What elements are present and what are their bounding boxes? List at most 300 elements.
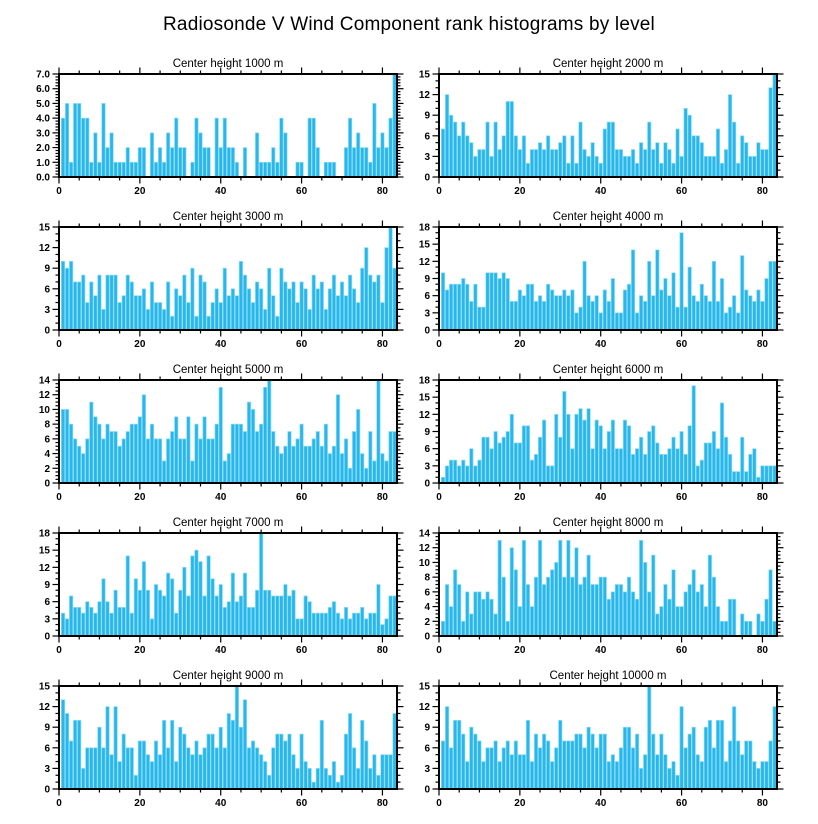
bar	[259, 533, 262, 636]
y-tick-label: 0	[424, 478, 430, 490]
bar	[700, 460, 703, 483]
y-tick-label: 1.0	[36, 157, 50, 169]
bar	[134, 775, 137, 789]
bar	[478, 460, 481, 483]
bar	[175, 762, 178, 789]
bar	[259, 424, 262, 483]
bar	[138, 741, 141, 789]
bar	[506, 279, 509, 331]
bar	[652, 734, 655, 789]
bar	[753, 156, 756, 177]
bar	[724, 762, 727, 789]
y-tick-label: 2	[44, 463, 50, 475]
bar	[474, 592, 477, 636]
bar	[749, 621, 752, 636]
subplot-title: Center height 6000 m	[552, 364, 664, 376]
histogram-bars	[61, 686, 396, 789]
bar	[643, 454, 646, 483]
bar	[741, 437, 744, 483]
bar	[199, 562, 202, 636]
bar	[393, 713, 396, 789]
y-tick-label: 4.0	[36, 113, 50, 125]
bar	[154, 162, 157, 177]
bar	[247, 402, 250, 483]
bar	[635, 163, 638, 177]
bar	[672, 762, 675, 789]
bar	[627, 727, 630, 789]
bar	[195, 118, 198, 177]
bar	[680, 707, 683, 789]
bar	[304, 446, 307, 483]
bar	[441, 273, 444, 330]
bar	[542, 734, 545, 789]
bar	[502, 273, 505, 330]
bar	[579, 734, 582, 789]
bar	[684, 748, 687, 789]
bar	[381, 133, 384, 177]
bar	[316, 613, 319, 636]
bar	[583, 577, 586, 636]
bar	[73, 607, 76, 636]
bar	[361, 607, 364, 636]
bar	[304, 762, 307, 789]
bar	[631, 748, 634, 789]
x-tick-label: 80	[756, 645, 769, 656]
bar	[490, 156, 493, 177]
bar	[575, 734, 578, 789]
bar	[538, 296, 541, 330]
x-tick-label: 40	[215, 186, 227, 197]
bar	[142, 562, 145, 636]
bar	[603, 577, 606, 636]
bar	[720, 621, 723, 636]
bar	[73, 282, 76, 330]
bar	[470, 301, 473, 330]
bar	[219, 303, 222, 330]
bar	[175, 613, 178, 636]
y-tick-label: 9	[424, 427, 430, 438]
x-tick-label: 20	[134, 798, 146, 809]
bar	[684, 454, 687, 483]
bar	[724, 313, 727, 330]
bar	[324, 424, 327, 483]
bar	[466, 136, 469, 177]
bar	[623, 727, 626, 789]
bar	[599, 313, 602, 330]
x-tick-label: 80	[376, 339, 389, 350]
x-tick-label: 40	[595, 645, 607, 656]
bar	[110, 755, 113, 789]
y-tick-label: 0	[44, 325, 50, 337]
bar	[263, 162, 266, 177]
bar	[510, 414, 513, 483]
bar	[761, 301, 764, 330]
bar	[607, 122, 610, 177]
x-tick-label: 40	[215, 798, 227, 809]
bar	[660, 734, 663, 789]
histogram-bars	[441, 74, 776, 177]
bar	[530, 607, 533, 636]
bar	[700, 284, 703, 330]
bar	[191, 162, 194, 177]
bar	[591, 585, 594, 637]
bar	[514, 136, 517, 177]
bar	[150, 133, 153, 177]
bar	[296, 768, 299, 789]
bar	[288, 289, 291, 330]
bar	[741, 614, 744, 636]
bar	[344, 607, 347, 636]
bar	[191, 461, 194, 483]
bar	[745, 143, 748, 177]
y-tick-label: 0	[424, 631, 430, 643]
bar	[361, 148, 364, 177]
bar	[571, 741, 574, 789]
subplot-title: Center height 8000 m	[552, 517, 664, 529]
bar	[110, 432, 113, 484]
x-tick-label: 20	[514, 645, 526, 656]
bar	[611, 279, 614, 331]
bar	[170, 579, 173, 636]
bar	[106, 424, 109, 483]
bar	[65, 268, 68, 330]
bar	[183, 275, 186, 330]
bar	[332, 602, 335, 636]
bar	[656, 443, 659, 483]
x-tick-label: 40	[595, 339, 607, 350]
y-tick-label: 9	[424, 722, 430, 734]
bar	[215, 118, 218, 177]
subplot-center-height-4000m	[409, 206, 818, 359]
bar	[255, 432, 258, 484]
bar	[522, 755, 525, 789]
bar	[591, 734, 594, 789]
bar	[510, 755, 513, 789]
bar	[211, 439, 214, 483]
bar	[449, 284, 452, 330]
bar	[482, 307, 485, 330]
bar	[680, 156, 683, 177]
x-tick-label: 20	[514, 492, 526, 503]
bar	[263, 387, 266, 483]
bar	[563, 290, 566, 330]
bar	[635, 599, 638, 636]
bar	[94, 417, 97, 483]
bar	[732, 122, 735, 177]
bar	[607, 599, 610, 636]
bar	[490, 449, 493, 483]
bar	[284, 741, 287, 789]
bar	[648, 261, 651, 330]
bar	[86, 748, 89, 789]
y-tick-label: 2.0	[36, 143, 50, 155]
subplot-center-height-7000m	[0, 512, 409, 665]
bar	[639, 143, 642, 177]
bar	[676, 775, 679, 789]
bar	[356, 133, 359, 177]
bar	[672, 273, 675, 330]
bar	[292, 590, 295, 636]
bar	[591, 143, 594, 177]
bar	[441, 741, 444, 789]
histogram-bars	[441, 233, 776, 330]
bar	[312, 613, 315, 636]
x-tick-label: 40	[215, 339, 227, 350]
y-tick-label: 15	[38, 222, 50, 234]
bar	[631, 250, 634, 330]
bar	[546, 466, 549, 483]
bar	[98, 727, 101, 789]
bar	[684, 592, 687, 636]
bar	[312, 782, 315, 789]
bar	[749, 156, 752, 177]
bar	[724, 437, 727, 483]
bar	[757, 143, 760, 177]
x-tick-label: 80	[756, 798, 769, 809]
bar	[280, 596, 283, 636]
bar	[470, 143, 473, 177]
subplot-center-height-1000m	[0, 53, 409, 206]
bar	[332, 762, 335, 789]
bar	[263, 762, 266, 789]
bar	[369, 768, 372, 789]
bar	[753, 449, 756, 483]
bar	[506, 101, 509, 177]
subplot-center-height-5000m	[0, 359, 409, 512]
bar	[243, 573, 246, 636]
bar	[170, 148, 173, 177]
bar	[166, 748, 169, 789]
bar	[559, 720, 562, 789]
bar	[441, 129, 444, 177]
bar	[373, 282, 376, 330]
y-tick-label: 3	[424, 763, 430, 775]
bar	[631, 592, 634, 636]
bar	[769, 741, 772, 789]
bar	[466, 592, 469, 636]
bar	[227, 296, 230, 330]
y-tick-label: 9	[424, 110, 430, 122]
bar	[753, 301, 756, 330]
y-tick-label: 12	[38, 243, 50, 255]
bar	[158, 148, 161, 177]
bar	[615, 449, 618, 483]
bar	[272, 148, 275, 177]
bar	[635, 734, 638, 789]
bar	[356, 613, 359, 636]
bar	[284, 133, 287, 177]
bar	[773, 74, 776, 177]
bar	[263, 590, 266, 636]
bar	[381, 303, 384, 330]
subplot-title: Center height 4000 m	[552, 211, 664, 223]
bar	[215, 748, 218, 789]
bar	[498, 150, 501, 177]
y-tick-label: 6	[44, 743, 50, 755]
bar	[559, 437, 562, 483]
bar	[356, 409, 359, 483]
bar	[692, 296, 695, 330]
bar	[550, 466, 553, 483]
bar	[332, 275, 335, 330]
bar	[563, 136, 566, 177]
y-tick-label: 4	[44, 449, 50, 461]
bar	[352, 289, 355, 330]
bar	[773, 261, 776, 330]
bar	[118, 303, 121, 330]
bar	[494, 122, 497, 177]
bar	[110, 613, 113, 636]
bar	[595, 420, 598, 483]
bar	[235, 424, 238, 483]
bar	[122, 162, 125, 177]
bar	[389, 432, 392, 484]
bar	[251, 607, 254, 636]
y-tick-label: 2	[424, 616, 430, 628]
bar	[179, 727, 182, 789]
bar	[389, 118, 392, 177]
bar	[704, 727, 707, 789]
x-tick-label: 60	[296, 339, 308, 350]
bar	[716, 301, 719, 330]
bar	[453, 460, 456, 483]
y-tick-label: 12	[38, 390, 50, 402]
bar	[761, 466, 764, 483]
subplot-title: Center height 1000 m	[172, 58, 284, 70]
bar	[466, 762, 469, 789]
bar	[207, 556, 210, 636]
bar	[340, 775, 343, 789]
bar	[490, 748, 493, 789]
bar	[692, 727, 695, 789]
bar	[692, 386, 695, 483]
bar	[94, 613, 97, 636]
bar	[280, 118, 283, 177]
bar	[231, 148, 234, 177]
bar	[550, 762, 553, 789]
bar	[466, 466, 469, 483]
y-tick-label: 3.0	[36, 128, 50, 140]
bar	[344, 734, 347, 789]
bar	[680, 607, 683, 636]
bar	[704, 296, 707, 330]
bar	[660, 454, 663, 483]
bar	[486, 437, 489, 483]
bar	[672, 570, 675, 636]
bar	[668, 599, 671, 636]
bar	[664, 143, 667, 177]
x-tick-label: 20	[134, 339, 146, 350]
bar	[555, 150, 558, 177]
bar	[656, 143, 659, 177]
bar	[599, 163, 602, 177]
bar	[688, 267, 691, 330]
y-tick-label: 0	[44, 631, 50, 643]
y-tick-label: 15	[38, 681, 50, 693]
bar	[583, 748, 586, 789]
bar	[607, 762, 610, 789]
bar	[474, 466, 477, 483]
bar	[158, 439, 161, 483]
bar	[288, 734, 291, 789]
bar	[369, 432, 372, 484]
bar	[648, 592, 651, 636]
y-tick-label: 14	[418, 528, 430, 540]
bar	[510, 101, 513, 177]
histogram-bars	[441, 686, 776, 789]
bar	[203, 748, 206, 789]
bar	[704, 443, 707, 483]
bar	[179, 296, 182, 330]
bar	[118, 162, 121, 177]
bar	[603, 290, 606, 330]
bar	[518, 290, 521, 330]
bar	[470, 614, 473, 636]
bar	[595, 748, 598, 789]
bar	[276, 734, 279, 789]
bar	[166, 133, 169, 177]
bar	[700, 762, 703, 789]
bar	[518, 150, 521, 177]
bar	[130, 613, 133, 636]
bar	[773, 621, 776, 636]
bar	[668, 296, 671, 330]
subplot-center-height-10000m	[409, 665, 818, 818]
bar	[522, 296, 525, 330]
bar	[385, 248, 388, 330]
bar	[288, 596, 291, 636]
y-tick-label: 10	[38, 404, 50, 416]
bar	[235, 296, 238, 330]
bar	[736, 163, 739, 177]
bar	[449, 607, 452, 636]
bar	[219, 585, 222, 637]
bar	[441, 621, 444, 636]
bar	[708, 156, 711, 177]
bar	[187, 417, 190, 483]
subplot-title: Center height 10000 m	[549, 670, 667, 682]
bar	[199, 439, 202, 483]
bar	[664, 755, 667, 789]
bar	[203, 596, 206, 636]
bar	[668, 449, 671, 483]
bar	[207, 148, 210, 177]
bar	[361, 454, 364, 483]
bar	[591, 301, 594, 330]
bar	[175, 118, 178, 177]
bar	[470, 727, 473, 789]
bar	[231, 424, 234, 483]
bar	[745, 290, 748, 330]
x-tick-label: 0	[56, 492, 62, 503]
bar	[623, 290, 626, 330]
subplot-center-height-2000m	[409, 53, 818, 206]
bar	[458, 720, 461, 789]
bar	[595, 585, 598, 637]
bar	[336, 782, 339, 789]
bar	[365, 619, 368, 636]
bar	[757, 614, 760, 636]
bar	[530, 150, 533, 177]
y-tick-label: 9	[44, 263, 50, 275]
bar	[732, 599, 735, 636]
bar	[672, 437, 675, 483]
bar	[571, 577, 574, 636]
bar	[579, 585, 582, 637]
x-tick-label: 80	[376, 186, 389, 197]
bar	[114, 707, 117, 789]
bar	[449, 748, 452, 789]
